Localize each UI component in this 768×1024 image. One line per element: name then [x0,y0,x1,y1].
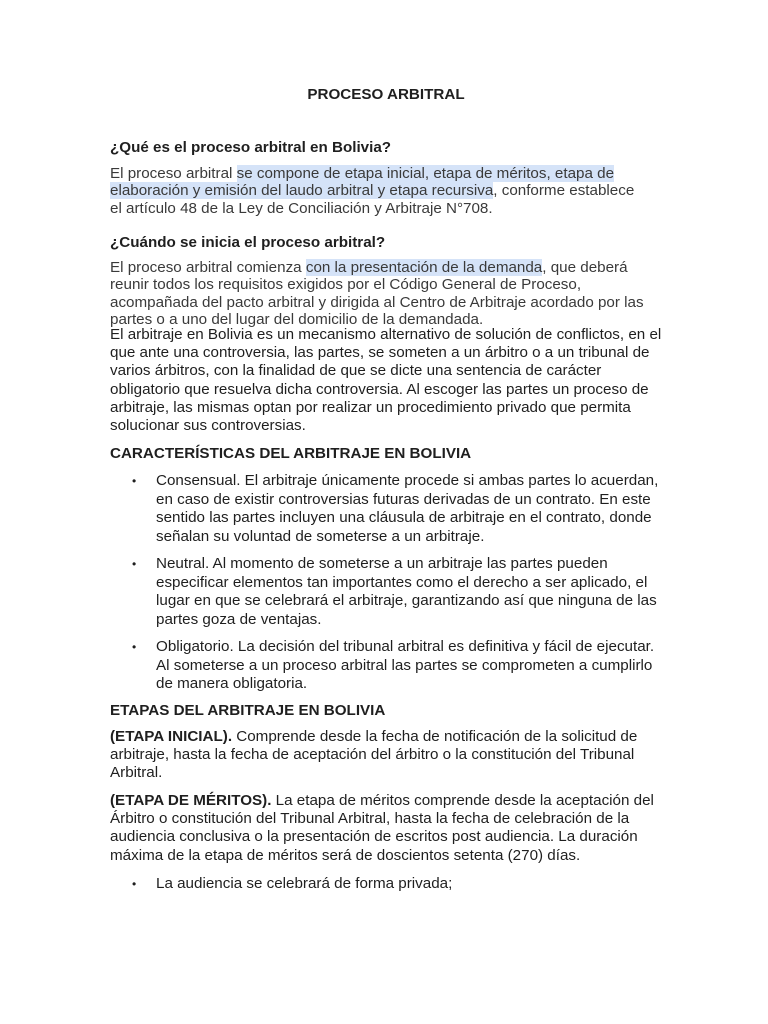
bullet-icon: • [132,877,137,891]
bullet-icon: • [132,640,137,654]
p2-text-a: El proceso arbitral comienza [110,259,306,276]
paragraph-1 [110,165,662,217]
stage-initial [110,728,662,783]
question-heading-1: ¿Qué es el proceso arbitral en Bolivia? [110,139,392,156]
p2-text-d: acompañada del pacto arbitral y dirigida al Centro de Arbitraje acordado por las [110,293,644,311]
p1-highlight-2: elaboración y emisión del laudo arbitral y etapa recursiva [110,182,494,200]
stage-merits-label: (ETAPA DE MÉRITOS). [110,792,272,809]
list-item [110,638,662,694]
p2-text-e: partes o a uno del lugar del domicilio de la demandada. [110,310,484,328]
paragraph-2 [110,259,662,328]
section-heading-caracteristicas: CARACTERÍSTICAS DEL ARBITRAJE EN BOLIVIA [110,445,472,462]
question-heading-2: ¿Cuándo se inicia el proceso arbitral? [110,234,386,251]
list-item [110,875,662,894]
section-heading-etapas: ETAPAS DEL ARBITRAJE EN BOLIVIA [110,702,386,719]
list-item [110,555,662,629]
characteristics-list [110,472,662,703]
list-item-text: Neutral. Al momento de someterse a un arbitraje las partes pueden especificar elementos tan importantes como el derecho a ser aplicado, el lugar en que se celebrará el arbitraje, garantizando así que ninguna de las partes goza de ventajas. [156,555,657,628]
paragraph-3: El arbitraje en Bolivia es un mecanismo alternativo de solución de conflictos, en el que ante una controversia, las partes, se someten a un árbitro o a un tribunal de varios árbitros, con la finalidad de que se dicte una sentencia de carácter obligatorio que resuelva dicha controversia. Al escoger las partes un proceso de arbitraje, las mismas optan por realizar un procedimiento privado que permita solucionar sus controversias. [110,326,662,435]
p1-text-b: , conforme establece [493,182,635,200]
bullet-icon: • [132,557,137,571]
list-item-text: Consensual. El arbitraje únicamente procede si ambas partes lo acuerdan, en caso de existir controversias futuras derivadas de un contrato. En este sentido las partes incluyen una cláusula de arbitraje en el contrato, donde señalan su voluntad de someterse a un arbitraje. [156,472,659,545]
list-item-text: La audiencia se celebrará de forma privada; [156,875,453,892]
p1-text-c: el artículo 48 de la Ley de Conciliación y Arbitraje N°708. [110,199,493,217]
stage-merits [110,792,662,865]
p1-text-a: El proceso arbitral [110,165,237,182]
p1-highlight-1: se compone de etapa inicial, etapa de méritos, etapa de [236,165,615,182]
stage-initial-text: Comprende desde la fecha de notificación de la solicitud de arbitraje, hasta la fecha de aceptación del árbitro o la constitución del Tribunal Arbitral. [110,728,638,782]
bullet-icon: • [132,474,137,488]
list-item [110,472,662,546]
list-item-text: Obligatorio. La decisión del tribunal arbitral es definitiva y fácil de ejecutar. Al someterse a un proceso arbitral las partes se comprometen a cumplirlo de manera obligatoria. [156,638,655,692]
p2-highlight: con la presentación de la demanda [305,259,543,276]
stage-merits-text: La etapa de méritos comprende desde la aceptación del Árbitro o constitución del Tribunal Arbitral, hasta la fecha de celebración de la audiencia conclusiva o la presentación de escritos post audiencia. La duración máxima de la etapa de méritos será de doscientos setenta (270) días. [110,792,654,864]
p2-text-b: , que deberá [542,259,628,276]
stage-list [110,875,662,903]
page-title: PROCESO ARBITRAL [307,86,465,103]
stage-initial-label: (ETAPA INICIAL). [110,728,233,745]
p2-text-c: reunir todos los requisitos exigidos por el Código General de Proceso, [110,276,582,294]
